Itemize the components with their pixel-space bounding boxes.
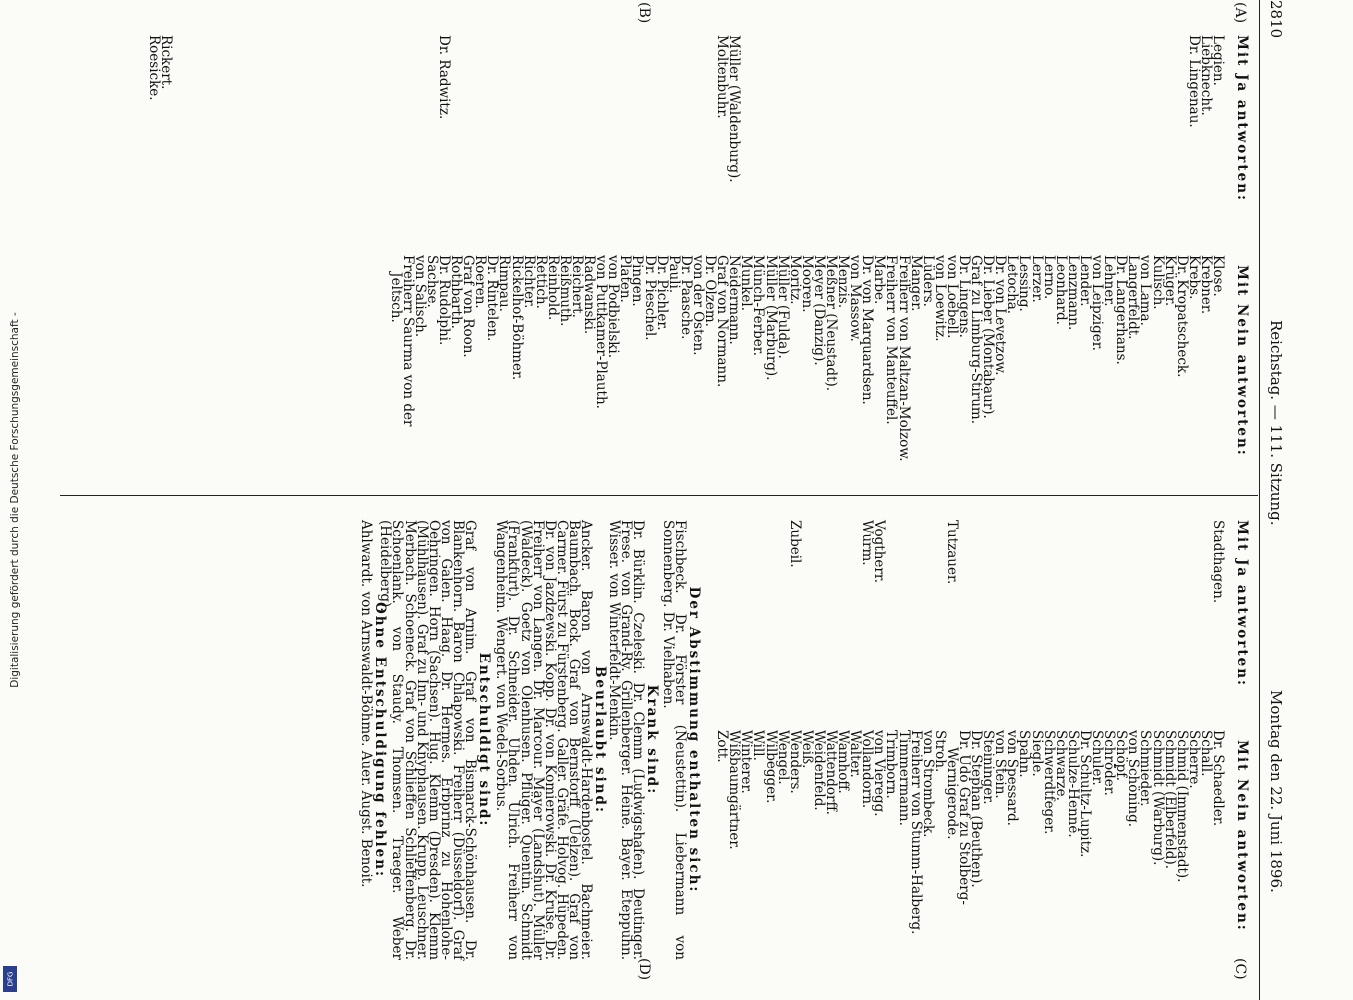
- sick-list: Dr. Bürklin. Czeleski. Dr. Clemm (Ludwigshafen). Deutinger. Frese. von Grand-Ry. Grillenberger. Heine. Bayer. Eteppuhn. Wisser. von Winterfeldt-Menkin.: [605, 520, 646, 960]
- leave-heading: Beurlaubt sind:: [592, 666, 608, 814]
- unexcused-list: Ahlwardt. von Arnswaldt-Böhme. Auer. Augst. Benoit.: [358, 520, 374, 888]
- margin-letter-a: (A): [1232, 2, 1248, 24]
- left-ja-heading: Mit Ja antworten:: [1234, 35, 1250, 203]
- left-nein-heading: Mit Nein antworten:: [1234, 265, 1250, 457]
- margin-letter-d: (D): [636, 958, 652, 981]
- abstain-heading: Der Abstimmung enthalten sich:: [686, 586, 702, 894]
- session-title: Reichstag. — 111. Sitzung.: [1267, 320, 1285, 526]
- right-ja-heading: Mit Ja antworten:: [1234, 520, 1250, 688]
- excused-heading: Entschuldigt sind:: [476, 652, 492, 828]
- sick-heading: Krank sind:: [644, 684, 660, 796]
- dfg-logo: [3, 966, 17, 992]
- right-nein-names: Dr. Schaedler. Schall. Scherre. Schmid (Immenstadt). Schmidt (Elberfeld). Schmidt (Warburg). Schmieder. von Schöning. Schöpf. Schröder. Schuler. Dr. Schultz-Lupitz. Schulze-Henne. Schwarze. Schwerdtfeger. Siegle. Spahn. von Spessard. von Stein. Steininger. Dr. Stephan (Beuthen). Dr. Udo Graf zu Stolberg- Wernigerode. Stroh. von Strombeck. Freiherr von Stumm-Halberg. Timmermann. Trimborn. von Vieregg. Vollandorn. Walter. Wamhoff. Wattendorff. Weidenfeld. Weiß. Wenders. Wengel. Wilbegger. Will. Winterer. Wißbaumgärtner. Zott.: [714, 730, 1226, 935]
- left-ja-names: Legien. Liebknecht. Dr. Lingenau. Müller (Waldenburg). Moltenbuhr. Dr. Radwitz. Rickert. Roesicke.: [145, 35, 1226, 183]
- column-divider: [60, 495, 1258, 496]
- digitization-footer: [0, 0, 30, 1000]
- footer-credit: Digitalisierung gefördert durch die Deutsche Forschungsgemeinschaft -: [9, 312, 21, 688]
- margin-letter-b: (B): [636, 2, 652, 24]
- leave-list: Ancker. Baron von Arnswaldt-Hardenbostel. Bachmeier. Baumbach. Bock. Graf von Bernstorff (Uelzen). Graf von Carmer. Fürst zu Fürstenberg. Galler. Gräfe. Holvog. Hüpeden. Dr. von Jazdzewski. Kopp. Dr. von Komierowski. Dr. Kruse. Dr. Freiherr von Langen. Dr. Marcour. Mayer (Landshut). Müller (Waldeck). Goetz von Olenhusen. Pflüger. Quentin. Schmidt (Frankfurt). Dr. Schneider. Uhden. Ulrich. Freiherr von Wangenheim. Wengert. von Wedel-Sorbus.: [493, 520, 594, 960]
- excused-list: Graf von Arnim. Graf von Bismarck-Schönhausen. Dr. Blankenhorn. Baron Chlapowski. Freiherr (Düsseldorf). Graf von Galen. Haag. Dr. Hermes. Erbprinz zu Hohenlohe-Oehringen. Horn (Sachsen). Hug. Klemm (Dresden). Klemm (Mühlhausen). Graf zu Inn- und Knyphausen. Krupp. Leuschner. Merbach. Schoeneck. Graf von Schlieffen Schlieffenberg. Dr. Schoenlank. von Staudy. Thomsen. Traeger. Weber (Heidelberg).: [377, 520, 478, 960]
- header-rule: [1259, 0, 1260, 1000]
- right-ja-names: Stadthagen. Tutzauer. Vogtherr. Wurm. Zubeil.: [786, 520, 1226, 604]
- left-nein-names: Klose. Krebner. Krebs. Dr. Kropatscheck. Krüger. Kulisch. von Lama. Langerfeldt. Dr. Langerhans. Lehner. von Leipziger. Lender. Lenzmann. Leonhard. Lerno. Lerzer. Lessing. Letocha. Dr. von Levetzow. Dr. Lieber (Montabaur). Graf zu Limburg-Stirum. Dr. Lingens. von Loebell. von Loewitz. Lüders. Manger. Freiherr von Maltzan-Molzow. Freiherr von Manteuffel. Marbe. Dr. von Marquardsen. von Massow. Menzis. Meßner (Neustadt). Meyer (Danzig). Mooren. Moritz. Müller (Fulda). Müller (Marburg). Münch-Ferber. Munkel. Neidermann. Graf von Normann. Dr. Olzem. von der Osten. Dr. Paasche. Pauli. Dr. Pichler. Dr. Pieschel. Pingen. Platen. von Podbielski. von Puttkamer-Plauth. Radwanski. Reichert. Reißmuth. Reinhold. Rettich. Richter. Rickelhof-Böhmer. Rimpau. Dr. Rintelen. Roeren. Graf von Roon. Rothbarth. Dr. Rudolphi. Sachse. von Salisch. Freiherr Saurma von der Jeltsch.: [387, 255, 1226, 462]
- dfg-logo-text: DFG: [6, 971, 14, 987]
- right-nein-heading: Mit Nein antworten:: [1234, 740, 1250, 932]
- abstain-list: Fischbeck. Dr. Förster (Neustettin). Liebermann von Sonnenberg. Dr. Vielhaben.: [659, 520, 688, 960]
- rotated-page-content: [60, 0, 1290, 1000]
- session-date: Montag den 22. Juni 1896.: [1267, 690, 1285, 893]
- unexcused-heading: Ohne Entschuldigung fehlen:: [372, 601, 388, 879]
- page-number: 2810: [1267, 0, 1285, 39]
- page-header: [1260, 0, 1285, 1000]
- margin-letter-c: (C): [1232, 958, 1248, 980]
